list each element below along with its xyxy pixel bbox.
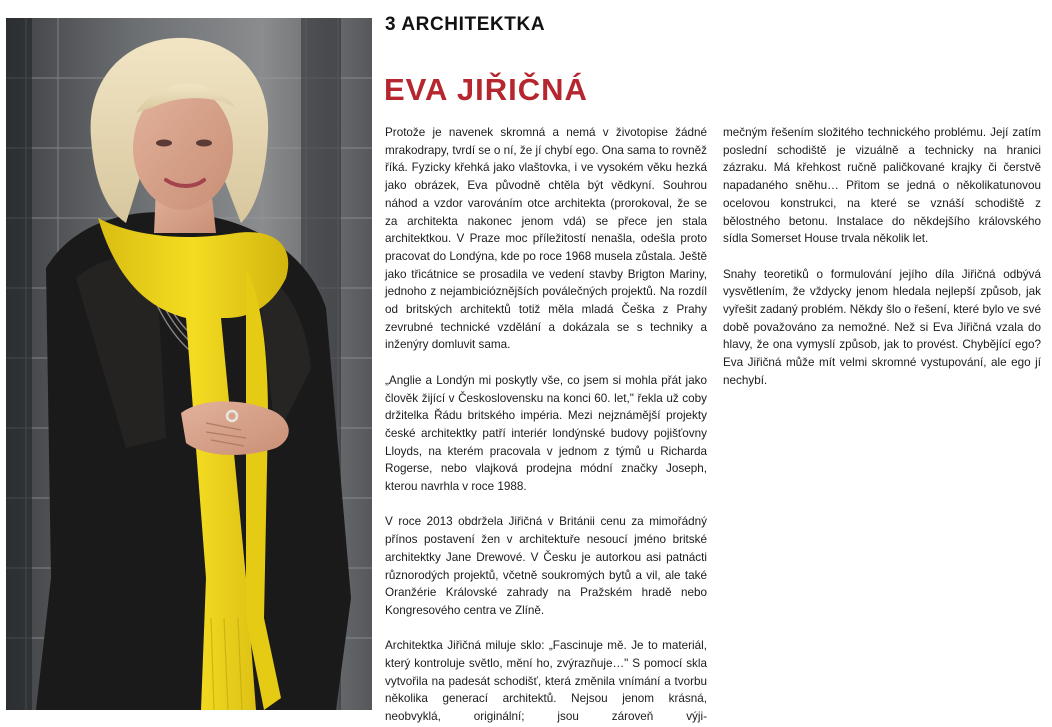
paragraph: V roce 2013 obdržela Jiřičná v Británii cenu za mimořádný přínos postavení žen v architektuře nesoucí jméno britské architektky Jane Drewové. V Česku je autorkou asi patnácti různorodých projektů, včetně soukromých bytů a vil, ale také Oranžérie Královské zahrady na Pražském hradě nebo Kongresového centra ve Zlíně.: [385, 515, 707, 617]
article-title: EVA JIŘIČNÁ: [384, 72, 588, 107]
portrait-illustration: [6, 18, 372, 710]
chapter-heading: 3 ARCHITEKTKA: [385, 14, 546, 35]
paragraph: mečným řešením složitého technického problému. Její zatím poslední schodiště je vizuálně a technicky na hranici zázraku. Má křehkost ručně paličkované krajky či čerstvě napadaného sněhu… Přitom se jedná o několikatunovou ocelovou konstrukci, na které se vznáší schodiště z bělostného betonu. Instalace do někdejšího královského sídla Somerset House trvala několik let.: [723, 126, 1041, 246]
article-column-2: [723, 124, 1041, 390]
paragraph: Snahy teoretiků o formulování jejího díla Jiřičná odbývá vysvětlením, že vždycky jenom hledala nejlepší způsob, jak vyřešit zadaný problém. Někdy šlo o řešení, které bylo ve své době považováno za nemožné. Než si Eva Jiřičná vzala do hlavy, že ona vymyslí způsob, jak to provést. Chybějící ego? Eva Jiřičná může mít velmi skromné vystupování, ale ego jí nechybí.: [723, 267, 1041, 387]
portrait-photo: [6, 18, 372, 710]
paragraph: Architektka Jiřičná miluje sklo: „Fascinuje mě. Je to materiál, který kontroluje světlo, mění ho, zvýrazňuje…" S pomocí skla vytvořila na padesát schodišť, která změnila vnímání a tvorbu několika generací architektů. Nejsou jenom krásná, neobvyklá, originální; jsou zároveň výji-: [385, 639, 707, 724]
paragraph: „Anglie a Londýn mi poskytly vše, co jsem si mohla přát jako člověk žijící v Československu na konci 60. let," řekla už coby držitelka Řádu britského impéria. Mezi nejznámější projekty české architektky patří interiér londýnské budovy pojišťovny Lloyds, na kterém pracovala v jednom z týmů u Richarda Rogerse, nebo vlajková prodejna módní značky Joseph, kterou navrhla v roce 1988.: [385, 373, 707, 494]
paragraph: Protože je navenek skromná a nemá v životopise žádné mrakodrapy, tvrdí se o ní, že jí chybí ego. Ona sama to rovněž říká. Fyzicky křehká jako vlaštovka, i ve vysokém věku hezká jako obrázek, Eva původně chtěla být vědkyní. Souhrou náhod a vzdor varováním otce architekta (prorokoval, že se za architekta nakonec jenom vdá) se přece jen stala architektkou. V Praze moc příležitostí nenašla, odešla proto pracovat do Londýna, kde po roce 1968 musela zůstala. Ještě jako třicátnice se prosadila ve vedení stavby Brigton Mariny, jednoho z nejambicióznějších poválečných projektů. Na rozdíl od britských architektů totiž měla mladá Češka z Prahy zevrubné technické vzdělání a dokázala se s techniky a inženýry domluvit sama.: [385, 126, 707, 352]
article-column-1: [385, 124, 707, 726]
